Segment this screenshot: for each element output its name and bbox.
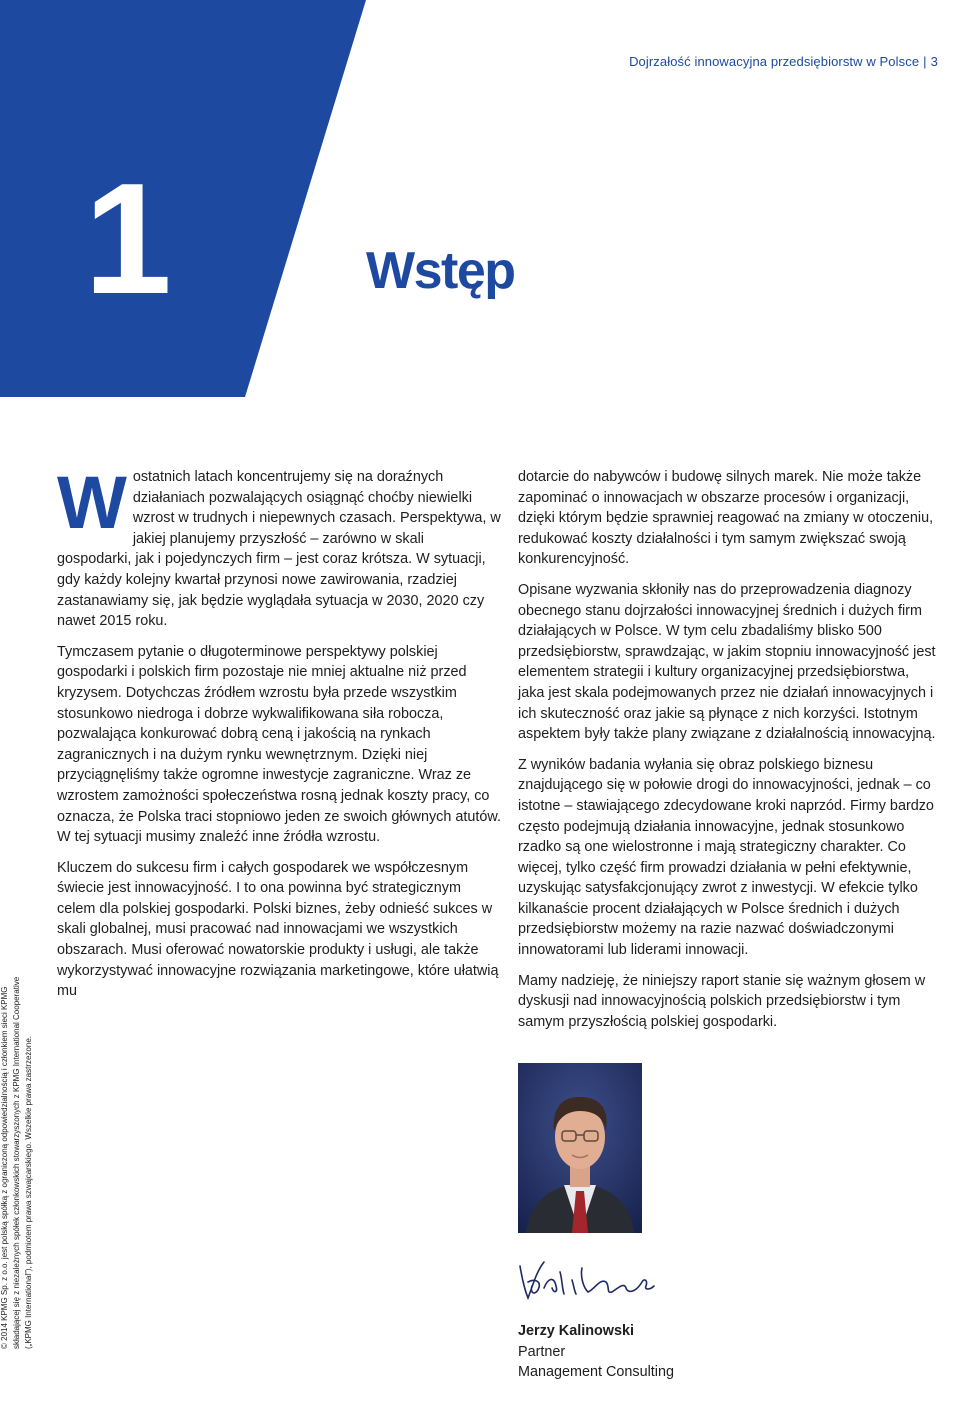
header-title: Dojrzałość innowacyjna przedsiębiorstw w Polsce [629, 54, 920, 69]
author-role: Partner [518, 1343, 566, 1360]
author-block [518, 1321, 674, 1383]
author-photo [518, 1063, 642, 1233]
banner-shape [0, 0, 366, 397]
paragraph-intro-text: ostatnich latach koncentrujemy się na doraźnych działaniach pozwalających osiągnąć choćby niewielki wzrost w trudnych i niepewnych czasach. Perspektywa, w jakiej planujemy przyszłość – zarówno w skali gospodarki, jak i pojedynczych firm – jest coraz krótsza. W sytuacji, gdy każdy kolejny kwartał przynosi nowe zawirowania, rzadziej zastanawiamy się, jak będzie wyglądała sytuacja w 2030, 2020 czy nawet 2015 roku. [57, 469, 501, 630]
paragraph-intro [57, 461, 502, 632]
header-separator: | [923, 54, 927, 69]
chapter-number: 1 [84, 151, 166, 327]
page-number: 3 [930, 54, 938, 69]
author-signature [514, 1248, 664, 1310]
left-column [57, 461, 502, 1012]
running-header [629, 54, 938, 69]
author-department: Management Consulting [518, 1364, 674, 1381]
dropcap: W [57, 461, 127, 544]
chapter-title: Wstęp [366, 242, 515, 300]
paragraph: Mamy nadzieję, że niniejszy raport stanie się ważnym głosem w dyskusji nad innowacyjnością polskich przedsiębiorstw i tym samym przyszłością polskiej gospodarki. [518, 972, 926, 1030]
copyright-note: © 2014 KPMG Sp. z o.o. jest polską spółką z ograniczoną odpowiedzialnością i członkiem sieci KPMG składającej się z niezależnych spółek członkowskich stowarzyszonych z KPMG International Cooperative („KPMG International”), podmiotem prawa szwajcarskiego. Wszelkie prawa zastrzeżone. [0, 976, 33, 1349]
author-name: Jerzy Kalinowski [518, 1323, 634, 1339]
paragraph: dotarcie do nabywców i budowę silnych marek. Nie może także zapominać o innowacjach w obszarze procesów i organizacji, dzięki którym będzie sprawniej reagować na zmiany w otoczeniu, redukować koszty działalności i tym samym zwiększać swoją konkurencyjność. [518, 469, 934, 568]
right-column [518, 467, 936, 1042]
paragraph: Tymczasem pytanie o długoterminowe perspektywy polskiej gospodarki i polskich firm pozostaje nie mniej aktualne niż przed kryzysem. Dotychczas źródłem wzrostu była przede wszystkim stosunkowo niedroga i dobrze wykwalifikowana siła robocza, pozwalająca konkurować dobrą ceną i jakością na rynkach zagranicznych i na dużym rynku wewnętrznym. Dzięki niej przyciągnęliśmy także ogromne inwestycje zagraniczne. Wraz ze wzrostem zamożności społeczeństwa rosną jednak koszty pracy, co oznacza, że Polska traci stopniowo jeden ze swoich głównych atutów. W tej sytuacji musimy znaleźć inne źródła wzrostu. [57, 643, 501, 846]
paragraph: Opisane wyzwania skłoniły nas do przeprowadzenia diagnozy obecnego stanu dojrzałości innowacyjnej średnich i dużych firm działających w Polsce. W tym celu zbadaliśmy blisko 500 przedsiębiorstw, sprawdzając, w jakim stopniu innowacyjność jest elementem strategii i kultury organizacyjnej przedsiębiorstwa, jaka jest skala podejmowanych przez nie działań innowacyjnych i ich skuteczność oraz jakie są płynące z nich korzyści. Istotnym aspektem były także plany związane z działalnością innowacyjną. [518, 581, 936, 743]
paragraph: Z wyników badania wyłania się obraz polskiego biznesu znajdującego się w połowie drogi do innowacyjności, jednak – co istotne – stawiającego zdecydowane kroki naprzód. Firmy bardzo często podejmują działania innowacyjne, jednak stosunkowo rzadko są one wielostronne i mają strategiczny charakter. Co więcej, tylko część firm prowadzi działania w pełni efektywnie, uzyskując satysfakcjonujący zwrot z inwestycji. W efekcie tylko kilkanaście procent działających w Polsce średnich i dużych przedsiębiorstw możemy na razie nazwać doświadczonymi innowatorami lub liderami innowacji. [518, 756, 934, 959]
paragraph: Kluczem do sukcesu firm i całych gospodarek we współczesnym świecie jest innowacyjność. I to ona powinna być strategicznym celem dla polskiej gospodarki. Polski biznes, żeby odnieść sukces w skali globalnej, musi pracować nad innowacjami we wszystkich obszarach. Musi oferować nowatorskie produkty i usługi, ale także wykorzystywać innowacyjne rozwiązania marketingowe, które ułatwią mu [57, 859, 499, 1000]
